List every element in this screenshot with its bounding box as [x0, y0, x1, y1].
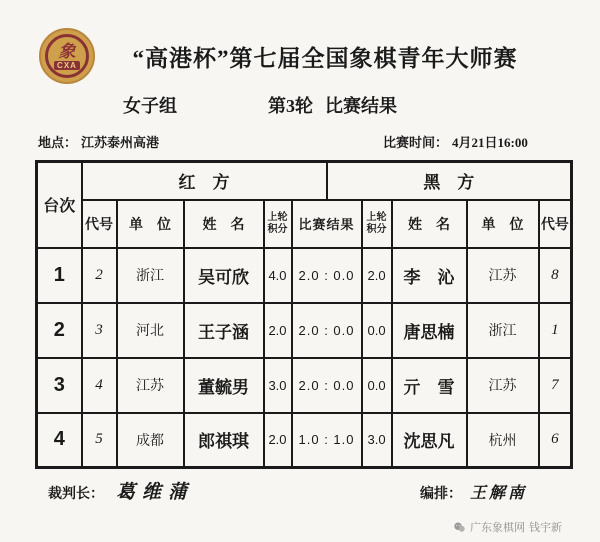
match-result: 2.0 : 0.0 — [292, 358, 362, 413]
black-player-unit: 江苏 — [467, 358, 539, 413]
match-time-field — [383, 132, 528, 151]
match-result: 1.0 : 1.0 — [292, 413, 362, 468]
page-title: “高港杯”第七届全国象棋青年大师赛 — [132, 46, 518, 71]
red-player-name: 董毓男 — [184, 358, 264, 413]
location-field — [38, 132, 159, 151]
match-time-value: 4月21日16:00 — [452, 135, 528, 150]
cxa-logo-inner — [45, 34, 89, 78]
black-player-unit: 江苏 — [467, 248, 539, 303]
results-table — [35, 160, 573, 469]
black-player-name: 李 沁 — [392, 248, 467, 303]
black-unit-header: 单 位 — [467, 200, 539, 248]
arranger-field — [420, 480, 527, 503]
black-player-code: 8 — [539, 248, 572, 303]
black-prev-points: 0.0 — [362, 303, 392, 358]
prev-points-line2: 积分 — [366, 223, 387, 235]
black-side-header: 黑 方 — [327, 162, 572, 200]
board-column-header: 台次 — [37, 162, 82, 248]
xiangqi-piece-icon: 象 — [58, 41, 76, 61]
red-player-code: 5 — [82, 413, 117, 468]
black-player-unit: 浙江 — [467, 303, 539, 358]
black-prev-points-header — [362, 200, 392, 248]
red-name-header: 姓 名 — [184, 200, 264, 248]
red-prev-points-header — [264, 200, 292, 248]
chief-referee-signature: 葛维蒲 — [116, 482, 195, 503]
black-player-name: 唐思楠 — [392, 303, 467, 358]
red-player-unit: 江苏 — [117, 358, 184, 413]
red-prev-points: 4.0 — [264, 248, 292, 303]
info-row — [0, 132, 600, 150]
match-result-header: 比赛结果 — [292, 200, 362, 248]
prev-points-line2: 积分 — [267, 223, 288, 235]
black-name-header: 姓 名 — [392, 200, 467, 248]
red-player-code: 3 — [82, 303, 117, 358]
red-prev-points: 2.0 — [264, 413, 292, 468]
round-label: 第3轮 — [268, 96, 313, 116]
red-player-unit: 成都 — [117, 413, 184, 468]
red-player-name: 郎祺琪 — [184, 413, 264, 468]
table-row — [37, 358, 572, 413]
watermark-author: 钱宇新 — [529, 522, 562, 534]
board-number: 2 — [37, 303, 82, 358]
red-prev-points: 2.0 — [264, 303, 292, 358]
match-result: 2.0 : 0.0 — [292, 248, 362, 303]
black-prev-points: 0.0 — [362, 358, 392, 413]
group-label: 女子组 — [123, 96, 177, 116]
board-number: 4 — [37, 413, 82, 468]
red-player-unit: 河北 — [117, 303, 184, 358]
chief-referee-field — [48, 477, 194, 504]
red-prev-points: 3.0 — [264, 358, 292, 413]
arranger-signature: 王解南 — [470, 485, 528, 502]
black-prev-points: 2.0 — [362, 248, 392, 303]
subtitle-row — [0, 92, 600, 116]
watermark — [453, 519, 562, 535]
black-code-header: 代号 — [539, 200, 572, 248]
black-player-code: 1 — [539, 303, 572, 358]
black-player-code: 7 — [539, 358, 572, 413]
match-result: 2.0 : 0.0 — [292, 303, 362, 358]
board-number: 3 — [37, 358, 82, 413]
match-time-label: 比赛时间： — [383, 135, 449, 150]
red-unit-header: 单 位 — [117, 200, 184, 248]
black-player-name: 沈思凡 — [392, 413, 467, 468]
black-player-code: 6 — [539, 413, 572, 468]
arranger-label: 编排： — [420, 487, 462, 502]
location-label: 地点： — [38, 135, 78, 150]
board-number: 1 — [37, 248, 82, 303]
prev-points-line1: 上轮 — [267, 211, 288, 223]
table-row — [37, 248, 572, 303]
red-side-header: 红 方 — [82, 162, 327, 200]
result-heading: 比赛结果 — [325, 96, 397, 116]
black-player-name: 亓 雪 — [392, 358, 467, 413]
black-player-unit: 杭州 — [467, 413, 539, 468]
table-row — [37, 413, 572, 468]
cxa-logo — [39, 28, 95, 84]
cxa-logo-text: CXA — [54, 61, 80, 70]
red-player-name: 吴可欣 — [184, 248, 264, 303]
red-player-unit: 浙江 — [117, 248, 184, 303]
watermark-source: 广东象棋网 — [470, 522, 525, 534]
wechat-icon — [453, 521, 466, 534]
location-value: 江苏泰州高港 — [81, 135, 160, 150]
red-player-code: 2 — [82, 248, 117, 303]
prev-points-line1: 上轮 — [366, 211, 387, 223]
red-player-name: 王子涵 — [184, 303, 264, 358]
red-code-header: 代号 — [82, 200, 117, 248]
chief-referee-label: 裁判长： — [48, 487, 104, 502]
black-prev-points: 3.0 — [362, 413, 392, 468]
red-player-code: 4 — [82, 358, 117, 413]
table-row — [37, 303, 572, 358]
